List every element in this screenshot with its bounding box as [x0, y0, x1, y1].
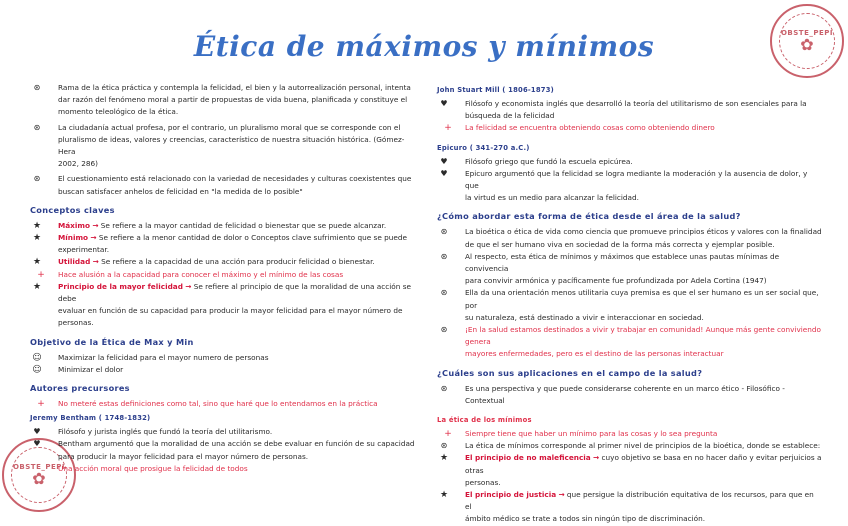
- list-item: ♥ Filósofo y economista inglés que desarrolló la teoría del utilitarismo de son esenciales para la: [437, 98, 822, 110]
- note-item: + Siempre tiene que haber un mínimo para las cosas y lo sea pregunta: [437, 428, 822, 440]
- star-icon: ★: [439, 490, 449, 501]
- list-item: ⊛ Al respecto, esta ética de mínimos y máximos que establece unas pautas mínimas de convivencia: [437, 251, 822, 275]
- subsection-heading: John Stuart Mill ( 1806-1873): [437, 86, 554, 94]
- list-item-cont: búsqueda de la felicidad: [465, 111, 555, 121]
- list-item: ★ Principio de la mayor felicidad → Se refiere al principio de que la moralidad de una acción se debe: [30, 281, 415, 305]
- smile-icon: ☺: [32, 364, 42, 375]
- page-title: Ética de máximos y mínimos: [193, 30, 655, 63]
- star-icon: ★: [32, 233, 42, 244]
- list-item-cont: la virtud es un medio para alcanzar la felicidad.: [465, 193, 639, 203]
- bullet-icon: ⊛: [440, 251, 448, 261]
- bullet-icon: ⊛: [33, 122, 41, 132]
- star-icon: ★: [32, 220, 42, 231]
- note-item: Una acción moral que prosigue la felicidad de todos: [58, 463, 248, 473]
- plant-icon: ✿: [800, 35, 814, 54]
- bullet-icon: ⊛: [33, 83, 41, 92]
- bullet-icon: ⊛: [33, 174, 41, 184]
- left-column: [30, 82, 415, 475]
- subsection-heading: Epicuro ( 341-270 a.C.): [437, 143, 530, 152]
- logo-text: OBSTE_PEPI: [12, 463, 66, 471]
- list-item: ☺ Maximizar la felicidad para el mayor numero de personas: [30, 352, 415, 364]
- section-heading: ¿Cómo abordar esta forma de ética desde el área de la salud?: [437, 211, 741, 222]
- list-item-cont: momento teleológico de la ética.: [58, 107, 179, 117]
- heart-icon: ♥: [440, 168, 448, 178]
- list-item: ♥ Bentham argumentó que la moralidad de una acción se debe evaluar en función de su capacidad: [30, 438, 415, 450]
- list-item-cont: ámbito médico se trate a todos sin ningún tipo de discriminación.: [465, 514, 706, 524]
- note-item: + La felicidad se encuentra obteniendo cosas como obteniendo dinero: [437, 122, 822, 134]
- list-item: ⊛ La ciudadanía actual profesa, por el contrario, un pluralismo moral que se corresponde con el: [30, 122, 415, 134]
- arrow-icon: →: [558, 490, 565, 500]
- list-item: ⊛ La ética de mínimos corresponde al primer nivel de principios de la bioética, donde se establece:: [437, 440, 822, 452]
- list-item: ⊛ La bioética o ética de vida como ciencia que promueve principios éticos y valores con la finalidad: [437, 226, 822, 238]
- list-item: ★ Mínimo → Se refiere a la menor cantidad de dolor o Conceptos clave sufrimiento que se puede: [30, 232, 415, 244]
- subsection-heading: Jeremy Bentham ( 1748-1832): [30, 414, 151, 423]
- section-heading: ¿Cuáles son sus aplicaciones en el campo de la salud?: [437, 367, 703, 378]
- heart-icon: ♥: [440, 99, 448, 108]
- note-item: + No meteré estas definiciones como tal, sino que haré que lo entendamos en la práctica: [30, 398, 415, 410]
- list-item: ♥ Epicuro argumentó que la felicidad se logra mediante la moderación y la ausencia de dolor, y que: [437, 168, 822, 192]
- list-item-cont: evaluar en función de su capacidad para producir la mayor felicidad para el mayor número de: [58, 306, 403, 316]
- list-item: ♥ Filósofo y jurista inglés que fundó la teoría del utilitarismo.: [30, 426, 415, 438]
- list-item: ★ El principio de no maleficencia → cuyo objetivo se basa en no hacer daño y evitar perjuicios a otras: [437, 452, 822, 476]
- list-item: ⊛ ¡En la salud estamos destinados a vivir y trabajar en comunidad! Aunque más gente conviviendo genera: [437, 324, 822, 348]
- plant-icon: ✿: [32, 469, 46, 488]
- bullet-icon: ⊛: [440, 288, 448, 298]
- section-heading: Autores precursores: [30, 383, 130, 394]
- logo: [770, 4, 844, 78]
- bullet-icon: ⊛: [440, 441, 448, 451]
- list-item-cont: buscan satisfacer anhelos de felicidad en "la medida de lo posible": [58, 186, 303, 196]
- bullet-icon: ⊛: [440, 227, 448, 237]
- list-item-cont: 2002, 286): [58, 159, 98, 169]
- arrow-icon: →: [92, 257, 99, 267]
- list-item-cont: para producir la mayor felicidad para el mayor número de personas.: [58, 451, 309, 461]
- list-item: ⊛ Rama de la ética práctica y contempla la felicidad, el bien y la autorrealización personal, intenta: [30, 82, 415, 94]
- list-item-cont: mayores enfermedades, pero es el destino de las personas interactuar: [465, 349, 724, 359]
- heart-icon: ♥: [33, 427, 41, 437]
- list-item: ♥ Filósofo griego que fundó la escuela epicúrea.: [437, 156, 822, 168]
- plus-icon: +: [37, 269, 45, 280]
- star-icon: ★: [32, 281, 42, 292]
- list-item: ⊛ Es una perspectiva y que puede considerarse coherente en un marco ético - Filosófico - Contextual: [437, 383, 822, 407]
- list-item: ⊛ El cuestionamiento está relacionado con la variedad de necesidades y culturas coexistentes que: [30, 173, 415, 185]
- list-item: ★ Máximo → Se refiere a la mayor cantidad de felicidad o bienestar que se puede alcanzar.: [30, 220, 415, 232]
- list-item-cont: personas.: [58, 318, 94, 328]
- plus-icon: +: [444, 123, 452, 134]
- heart-icon: ♥: [440, 156, 448, 166]
- section-heading: Conceptos claves: [30, 204, 115, 215]
- list-item-cont: personas.: [465, 477, 501, 487]
- list-item-cont: para convivir armónica y pacíficamente fue profundizada por Adela Cortina (1947): [465, 276, 767, 286]
- list-item: ⊛ Ella da una orientación menos utilitaria cuya premisa es que el ser humano es un ser social que, por: [437, 287, 822, 311]
- list-item-cont: de que el ser humano viva en sociedad de la forma más correcta y ejemplar posible.: [465, 239, 775, 249]
- note-item: + Hace alusión a la capacidad para conocer el máximo y el mínimo de las cosas: [30, 269, 415, 281]
- arrow-icon: →: [92, 220, 99, 230]
- list-item-cont: su naturaleza, está destinado a vivir e interaccionar en sociedad.: [465, 312, 704, 322]
- smile-icon: ☺: [32, 352, 42, 363]
- list-item-cont: pluralismo de ideas, valores y creencias, característico de nuestra situación histórica. (Gómez-Hera: [58, 134, 405, 157]
- subsection-heading: La ética de los mínimos: [437, 416, 532, 425]
- section-heading: Objetivo de la Ética de Max y Min: [30, 336, 194, 347]
- star-icon: ★: [32, 257, 42, 268]
- list-item: ★ El principio de justicia → que persigue la distribución equitativa de los recursos, para que en el: [437, 489, 822, 513]
- star-icon: ★: [439, 453, 449, 464]
- plus-icon: +: [444, 429, 452, 440]
- bullet-icon: ⊛: [440, 383, 448, 393]
- list-item: ☺ Minimizar el dolor: [30, 364, 415, 376]
- arrow-icon: →: [593, 453, 600, 463]
- plus-icon: +: [37, 399, 45, 410]
- arrow-icon: →: [90, 233, 97, 243]
- heart-icon: ♥: [33, 439, 41, 449]
- list-item-cont: experimentar.: [58, 245, 110, 255]
- list-item: ★ Utilidad → Se refiere a la capacidad de una acción para producir felicidad o bienestar.: [30, 256, 415, 268]
- right-column: [437, 82, 822, 526]
- logo-text: OBSTE_PEPI: [780, 29, 834, 37]
- arrow-icon: →: [185, 281, 192, 291]
- bullet-icon: ⊛: [440, 325, 448, 335]
- list-item-cont: dar razón del fenómeno moral a partir de propuestas de vida buena, planificada y constituye el: [58, 95, 408, 105]
